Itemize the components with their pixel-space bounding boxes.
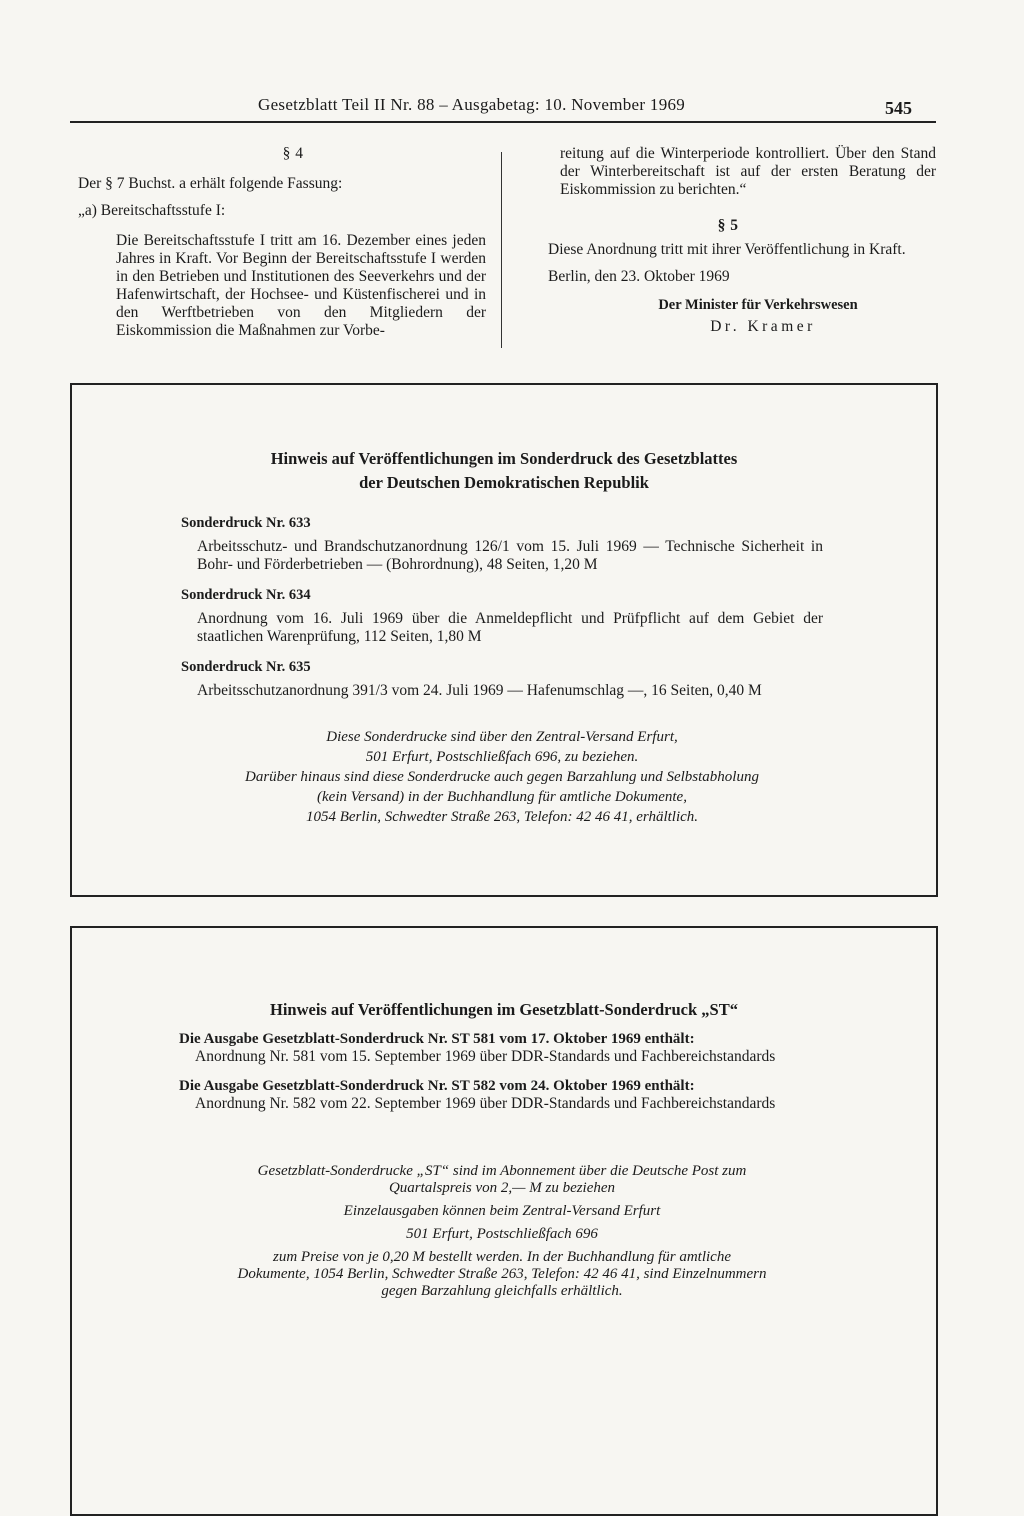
box2-note-line5: zum Preise von je 0,20 M bestellt werden. In der Buchhandlung für amtliche [273,1249,731,1265]
box1-title-line1: Hinweis auf Veröffentlichungen im Sonderdruck des Gesetzblattes [270,449,738,468]
box2-note-line3: Einzelausgaben können beim Zentral-Versand Erfurt [343,1203,661,1219]
sonderdruck-633-text: Arbeitsschutz- und Brandschutzanordnung 126/1 vom 15. Juli 1969 — Technische Sicherheit in Bohr- und Förderbetrieben — (Bohrordnung), 48 Seiten, 1,20 M [197,538,823,573]
sonderdruck-635-text: Arbeitsschutzanordnung 391/3 vom 24. Juli 1969 — Hafenumschlag —, 16 Seiten, 0,40 M [197,682,762,699]
box1-note-line5: 1054 Berlin, Schwedter Straße 263, Telefon: 42 46 41, erhältlich. [305,809,699,825]
section-5-text: Diese Anordnung tritt mit ihrer Veröffentlichung in Kraft. [548,241,906,258]
box2-note-line4: 501 Erfurt, Postschließfach 696 [406,1226,598,1242]
box1-note-line4: (kein Versand) in der Buchhandlung für amtliche Dokumente, [317,789,687,805]
sonderdruck-635-label: Sonderdruck Nr. 635 [181,659,311,675]
section-4-intro: Der § 7 Buchst. a erhält folgende Fassung: [78,175,343,192]
section-4-body: Die Bereitschaftsstufe I tritt am 16. Dezember eines jeden Jahres in Kraft. Vor Beginn der Bereitschaftsstufe I werden in den Betrieben und Institutionen des Seeverkehrs und der Hafenwirtschaft, der Hochsee- und Küstenfischerei und in den Werftbetrieben von den Mitgliedern der Eiskommission die Maßnahmen zur Vorbe- [116,232,486,339]
signature-date: Berlin, den 23. Oktober 1969 [548,268,730,285]
box2-note-line7: gegen Barzahlung gleichfalls erhältlich. [381,1283,623,1299]
st-582-label: Die Ausgabe Gesetzblatt-Sonderdruck Nr. ST 582 vom 24. Oktober 1969 enthält: [179,1078,695,1094]
box1-note-line2: 501 Erfurt, Postschließfach 696, zu beziehen. [365,749,639,765]
sonderdruck-634-text: Anordnung vom 16. Juli 1969 über die Anmeldepflicht und Prüfpflicht auf dem Gebiet der staatlichen Warenprüfung, 112 Seiten, 1,80 M [197,610,823,645]
box1-note-line3: Darüber hinaus sind diese Sonderdrucke auch gegen Barzahlung und Selbstabholung [245,769,759,785]
sonderdruck-633-label: Sonderdruck Nr. 633 [181,515,311,531]
sonderdruck-notice-box [70,383,938,897]
page-number: 545 [885,98,912,118]
page-header-title: Gesetzblatt Teil II Nr. 88 – Ausgabetag: 10. November 1969 [258,95,686,114]
box2-note-line1: Gesetzblatt-Sonderdrucke „ST“ sind im Abonnement über die Deutsche Post zum [257,1163,747,1179]
column-divider [501,152,502,348]
box1-note-line1: Diese Sonderdrucke sind über den Zentral-Versand Erfurt, [326,729,678,745]
section-4-continuation: reitung auf die Winterperiode kontrolliert. Über den Stand der Winterbereitschaft ist auf der ersten Beratung der Eiskommission zu berichten.“ [560,145,936,198]
box1-title-line2: der Deutschen Demokratischen Republik [359,473,649,492]
section-4-item-a: „a) Bereitschaftsstufe I: [78,202,226,219]
header-rule [70,121,936,123]
section-5-heading: § 5 [717,217,739,234]
st-581-text: Anordnung Nr. 581 vom 15. September 1969 über DDR-Standards und Fachbereichstandards [195,1048,776,1065]
st-sonderdruck-notice-box [70,926,938,1516]
right-column [520,145,936,336]
st-582-text: Anordnung Nr. 582 vom 22. September 1969 über DDR-Standards und Fachbereichstandards [195,1095,776,1112]
st-581-label: Die Ausgabe Gesetzblatt-Sonderdruck Nr. ST 581 vom 17. Oktober 1969 enthält: [179,1031,695,1047]
box2-note-line2: Quartalspreis von 2,— M zu beziehen [388,1180,616,1196]
left-column [78,145,486,340]
signatory-name: Dr. Kramer [710,318,816,335]
box2-title: Hinweis auf Veröffentlichungen im Gesetzblatt-Sonderdruck „ST“ [270,1000,738,1019]
signatory-title: Der Minister für Verkehrswesen [658,297,858,313]
sonderdruck-634-label: Sonderdruck Nr. 634 [181,587,311,603]
box2-note-line6: Dokumente, 1054 Berlin, Schwedter Straße 263, Telefon: 42 46 41, sind Einzelnummern [237,1266,767,1282]
section-4-heading: § 4 [282,145,304,162]
